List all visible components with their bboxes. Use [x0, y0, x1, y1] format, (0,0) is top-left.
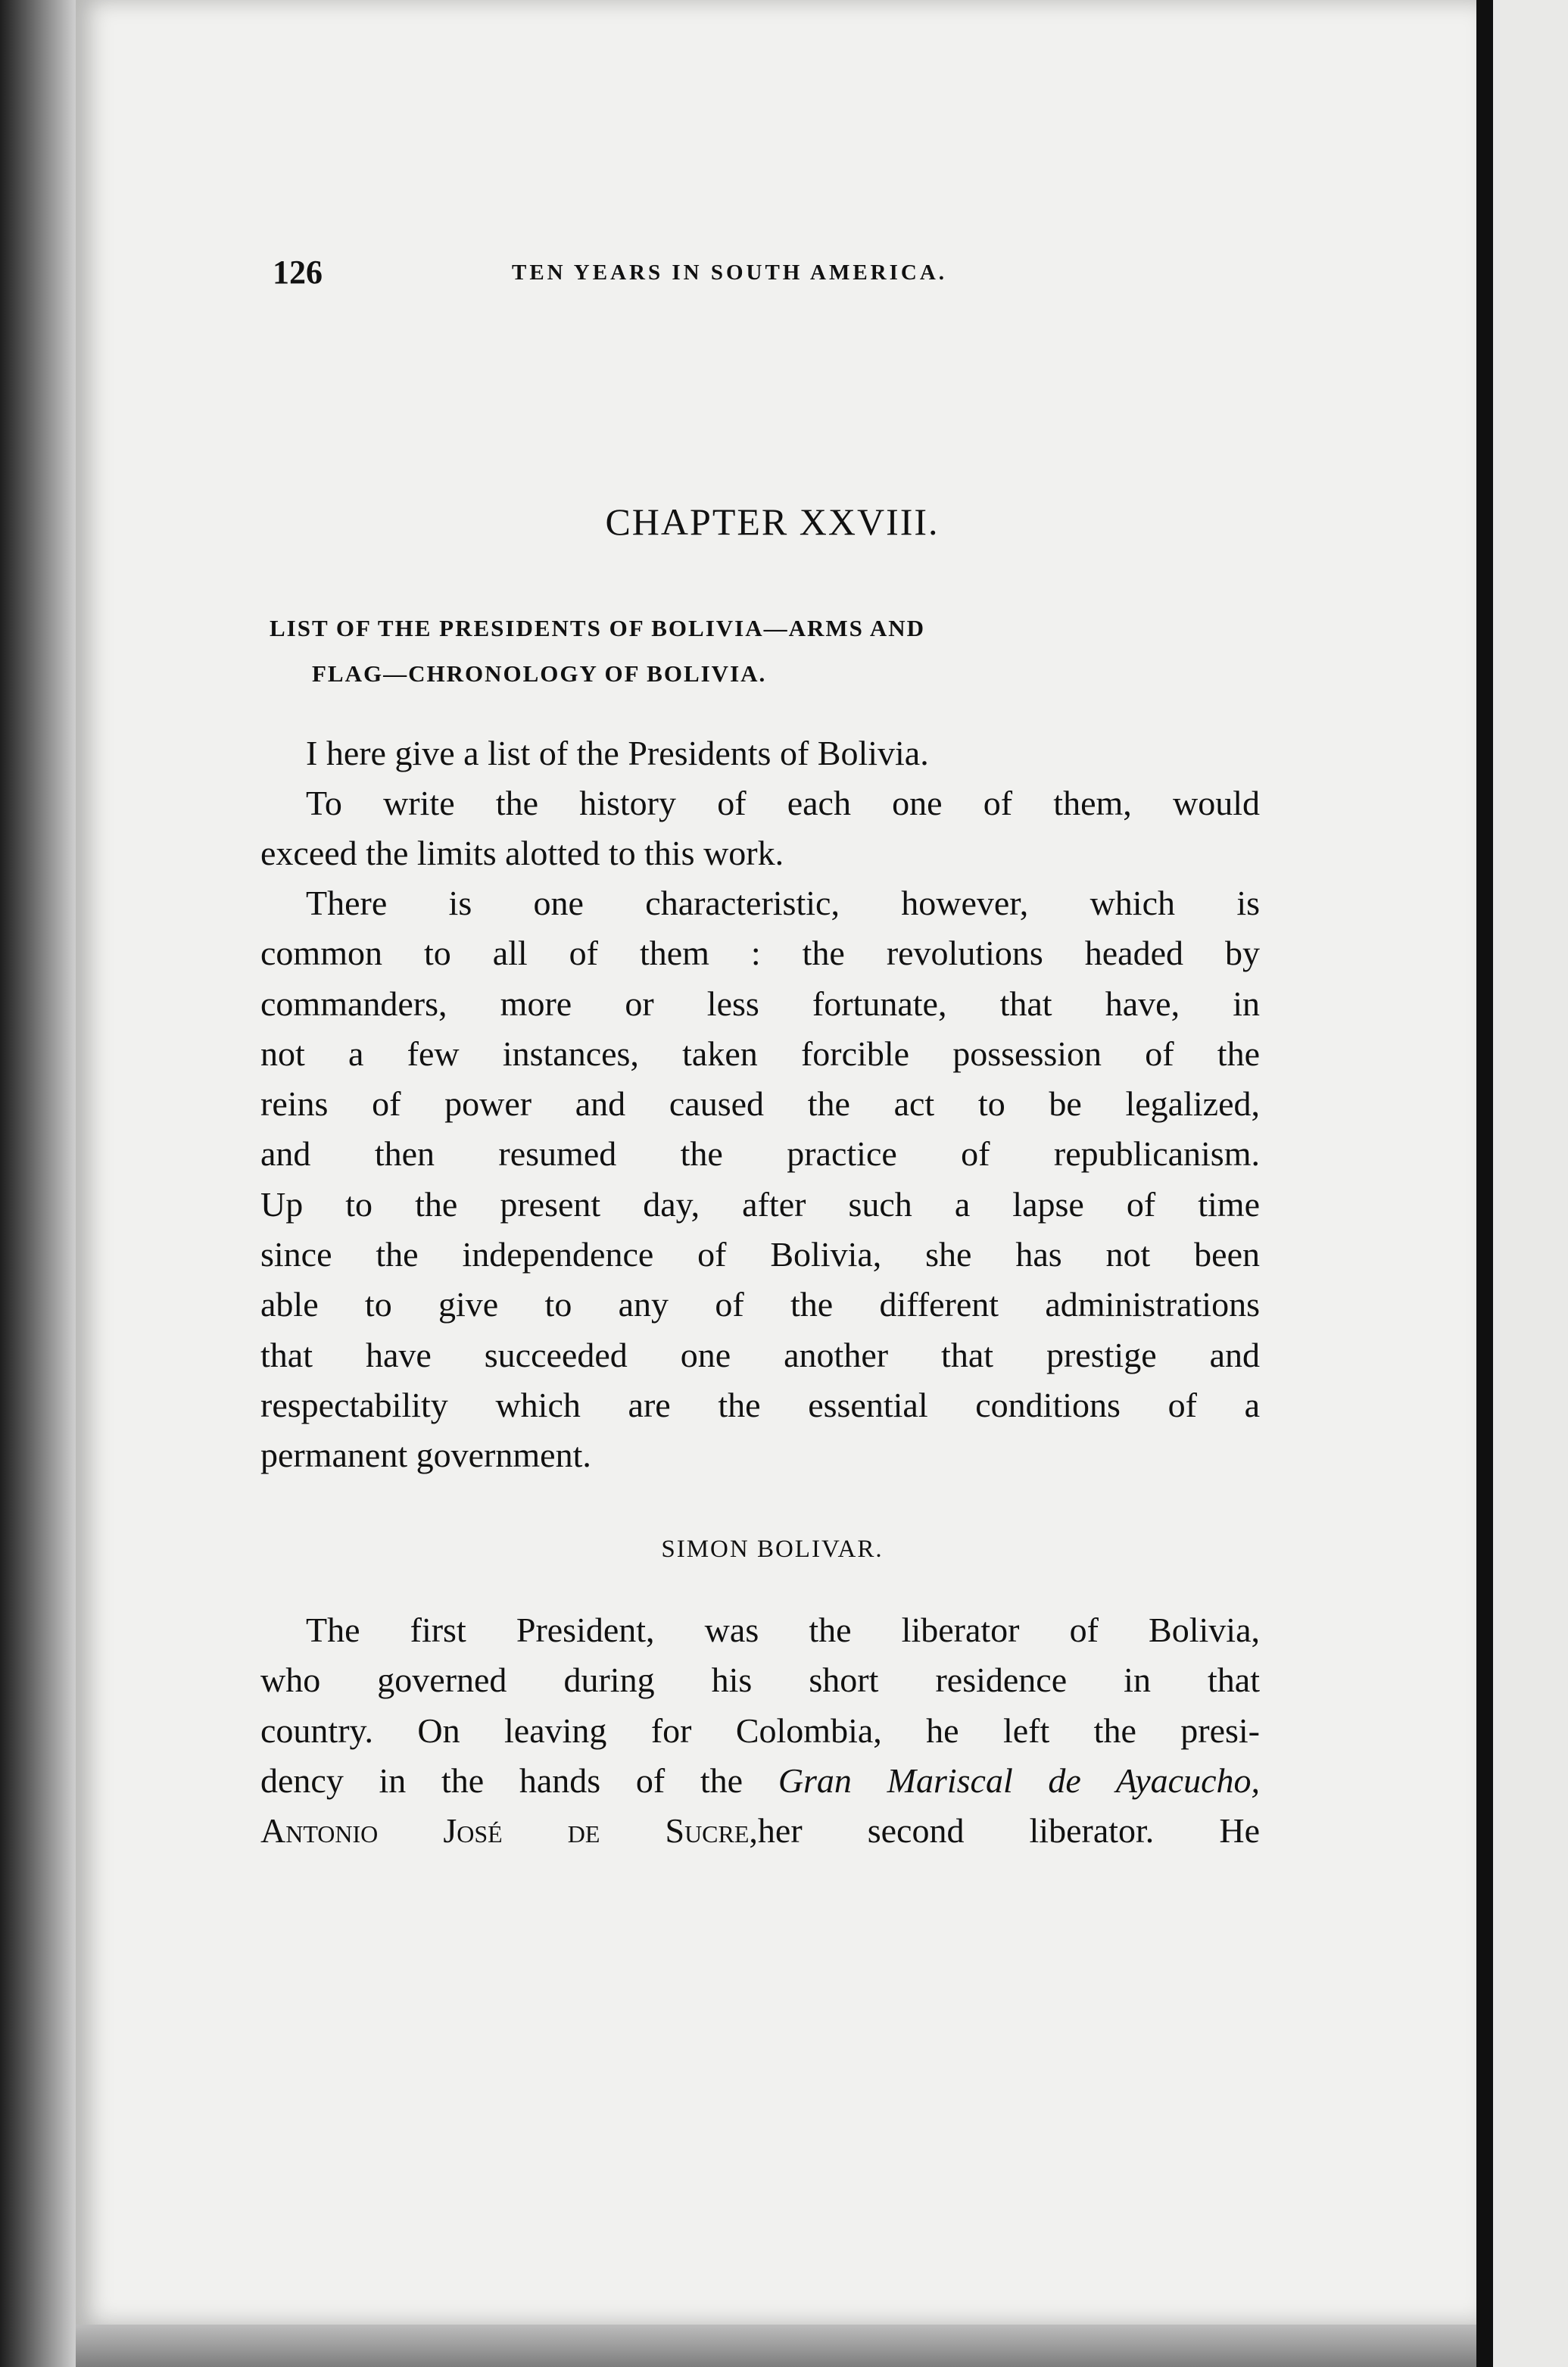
page-bottom-edge [76, 2325, 1476, 2367]
paragraph-line: Up to the present day, after such a lapse of time [260, 1184, 1260, 1224]
running-head [273, 253, 1257, 298]
chapter-subtitle-line: FLAG—CHRONOLOGY OF BOLIVIA. [312, 660, 767, 687]
paragraph-line [260, 1756, 1260, 1806]
book-binding-edge [0, 0, 76, 2367]
paragraph-line: permanent government. [260, 1436, 591, 1475]
paragraph-line [260, 1806, 1260, 1856]
paragraph-line: I here give a list of the Presidents of Bolivia. [306, 734, 929, 772]
paragraph-line-text: dency in the hands of the [260, 1760, 743, 1800]
page-gutter-shadow [1476, 0, 1493, 2367]
chapter-title: CHAPTER XXVIII. [605, 501, 940, 543]
paragraph-line: that have succeeded one another that prestige and [260, 1335, 1260, 1374]
paragraph-line: common to all of them : the revolutions headed by [260, 934, 1260, 973]
section-heading: SIMON BOLIVAR. [661, 1536, 884, 1563]
paragraph-line: respectability which are the essential conditions of a [260, 1385, 1260, 1424]
paragraph [260, 1605, 1260, 1856]
paragraph-line: who governed during his short residence in that [260, 1661, 1260, 1700]
paragraph-line-text: her second liberator. He [757, 1811, 1260, 1851]
running-head-title: TEN YEARS IN SOUTH AMERICA. [512, 260, 948, 285]
italic-title-text: Gran Mariscal de Ayacucho, [778, 1760, 1261, 1800]
paragraph-line: reins of power and caused the act to be legalized, [260, 1084, 1260, 1124]
paragraph-line: able to give to any of the different administrations [260, 1285, 1260, 1324]
paragraph-line: commanders, more or less fortunate, that have, in [260, 984, 1260, 1023]
paragraph-line: The first President, was the liberator of Bolivia, [306, 1611, 1260, 1649]
paragraph-line: and then resumed the practice of republicanism. [260, 1134, 1260, 1174]
paragraph [260, 878, 1260, 1481]
chapter-subtitle-line: LIST OF THE PRESIDENTS OF BOLIVIA—ARMS AND [270, 615, 926, 641]
paragraph-line: To write the history of each one of them, would [306, 784, 1260, 822]
page-number: 126 [273, 254, 323, 291]
smallcaps-name-text: Antonio José de Sucre, [260, 1811, 758, 1851]
paragraph-line: There is one characteristic, however, which is [306, 884, 1260, 922]
paragraph-line: country. On leaving for Colombia, he left the presi- [260, 1711, 1260, 1750]
paragraph-line: exceed the limits alotted to this work. [260, 834, 784, 873]
paragraph [260, 778, 1260, 879]
adjacent-page-edge [1493, 0, 1568, 2367]
paragraph-line: since the independence of Bolivia, she has not been [260, 1235, 1260, 1274]
paragraph [260, 728, 1260, 778]
paragraph-line: not a few instances, taken forcible possession of the [260, 1034, 1260, 1073]
chapter-subtitle [270, 606, 1254, 697]
